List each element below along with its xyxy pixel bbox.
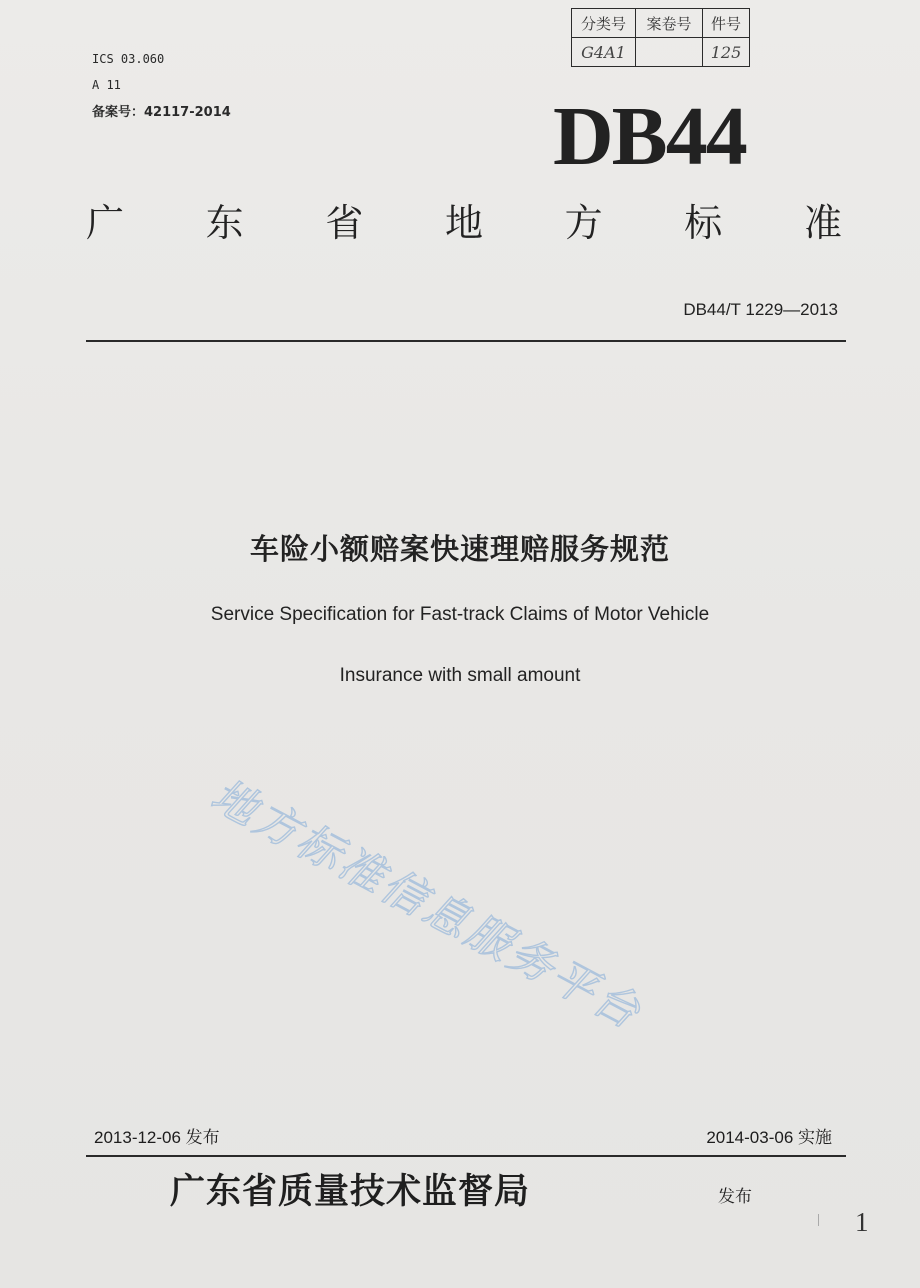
stamp-header-class: 分类号 [572,9,636,38]
title-english-line1: Service Specification for Fast-track Claims of Motor Vehicle [210,604,710,625]
stamp-header-item: 件号 [703,9,750,38]
stamp-value-class: G4A1 [572,38,636,67]
category-code: A 11 [92,78,121,92]
standard-number: DB44/T 1229—2013 [683,300,838,319]
issuing-suffix: 发布 [718,1187,752,1207]
provincial-standard-heading [86,192,842,247]
top-divider [86,340,846,342]
filing-number: 备案号：42117-2014 [92,105,231,120]
heading-char: 标 [684,201,723,245]
stamp-value-item: 125 [703,38,750,67]
heading-char: 广 [86,201,125,245]
bottom-divider [86,1155,846,1157]
title-chinese: 车险小额赔案快速理赔服务规范 [249,532,670,566]
heading-char: 方 [564,201,603,245]
stamp-value-volume [636,38,703,67]
heading-char: 省 [325,201,364,245]
db-code-logo: DB44 [553,90,746,183]
archive-stamp [571,8,750,67]
page-number: 1 [855,1207,869,1237]
heading-char: 准 [803,201,842,245]
issuing-authority: 广东省质量技术监督局 [170,1171,531,1212]
title-english-line2: Insurance with small amount [339,665,581,686]
heading-char: 东 [205,201,244,245]
ics-code: ICS 03.060 [92,52,165,66]
scan-mark [818,1214,819,1226]
issue-date: 2013-12-06 发布 [94,1128,220,1147]
watermark: 地方标准信息服务平台 [202,769,651,1041]
effective-date: 2014-03-06 实施 [706,1128,832,1147]
heading-char: 地 [444,201,483,245]
stamp-header-volume: 案卷号 [636,9,703,38]
